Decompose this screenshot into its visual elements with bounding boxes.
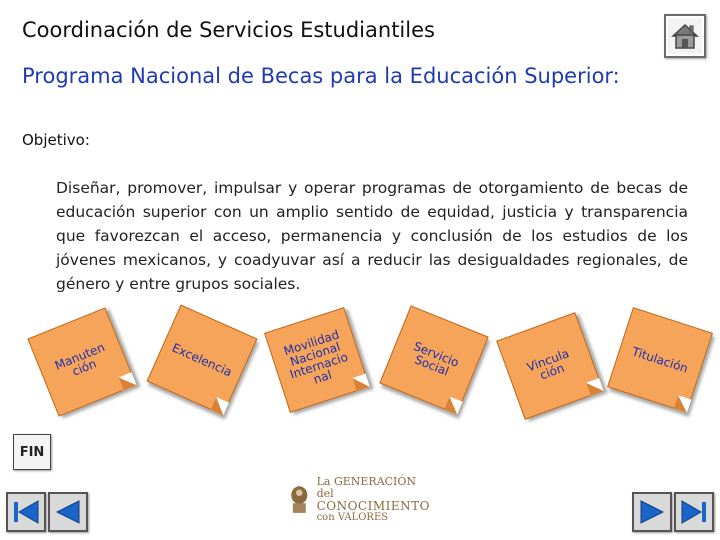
first-page-icon [10, 496, 42, 528]
note-vinculacion[interactable] [496, 312, 604, 420]
prev-page-icon [52, 496, 84, 528]
note-label: Manuten ción [52, 340, 107, 379]
logo-line-2: CONOCIMIENTO [316, 499, 430, 513]
note-movilidad[interactable] [264, 307, 370, 413]
note-manutencion[interactable] [27, 307, 136, 416]
first-page-button[interactable] [6, 492, 46, 532]
note-label: Titulación [630, 344, 690, 376]
page-subtitle: Programa Nacional de Becas para la Educación Superior: [22, 64, 620, 88]
next-page-button[interactable] [632, 492, 672, 532]
home-icon [670, 21, 700, 51]
note-label: Vincula ción [524, 346, 571, 383]
next-page-icon [636, 496, 668, 528]
last-page-button[interactable] [674, 492, 714, 532]
logo-line-3: con VALORES [316, 512, 389, 523]
prev-page-button[interactable] [48, 492, 88, 532]
logo [288, 475, 430, 523]
objective-label: Objetivo: [22, 131, 90, 149]
note-label: Servicio Social [411, 339, 461, 379]
last-page-icon [678, 496, 710, 528]
eagle-emblem-icon [288, 480, 311, 520]
objective-text: Diseñar, promover, impulsar y operar programas de otorgamiento de becas de educación superior con un amplio sentido de equidad, justicia y transparencia que favorezcan el acceso, permanencia y conclusión de los estudios de los jóvenes mexicanos, y coadyuvar así a reducir las desigualdades regionales, de género y entre grupos sociales. [56, 179, 688, 293]
page-title: Coordinación de Servicios Estudiantiles [22, 18, 435, 42]
note-servicio-social[interactable] [379, 305, 488, 414]
logo-text [317, 476, 430, 524]
logo-line-1: La GENERACIÓN del [316, 475, 417, 500]
note-titulacion[interactable] [607, 307, 713, 413]
fin-button[interactable]: FIN [13, 434, 51, 470]
note-excelencia[interactable] [147, 305, 258, 416]
note-label: Excelencia [169, 340, 235, 380]
home-button[interactable] [664, 14, 706, 58]
note-label: Movilidad Nacional Internacio nal [281, 327, 350, 387]
